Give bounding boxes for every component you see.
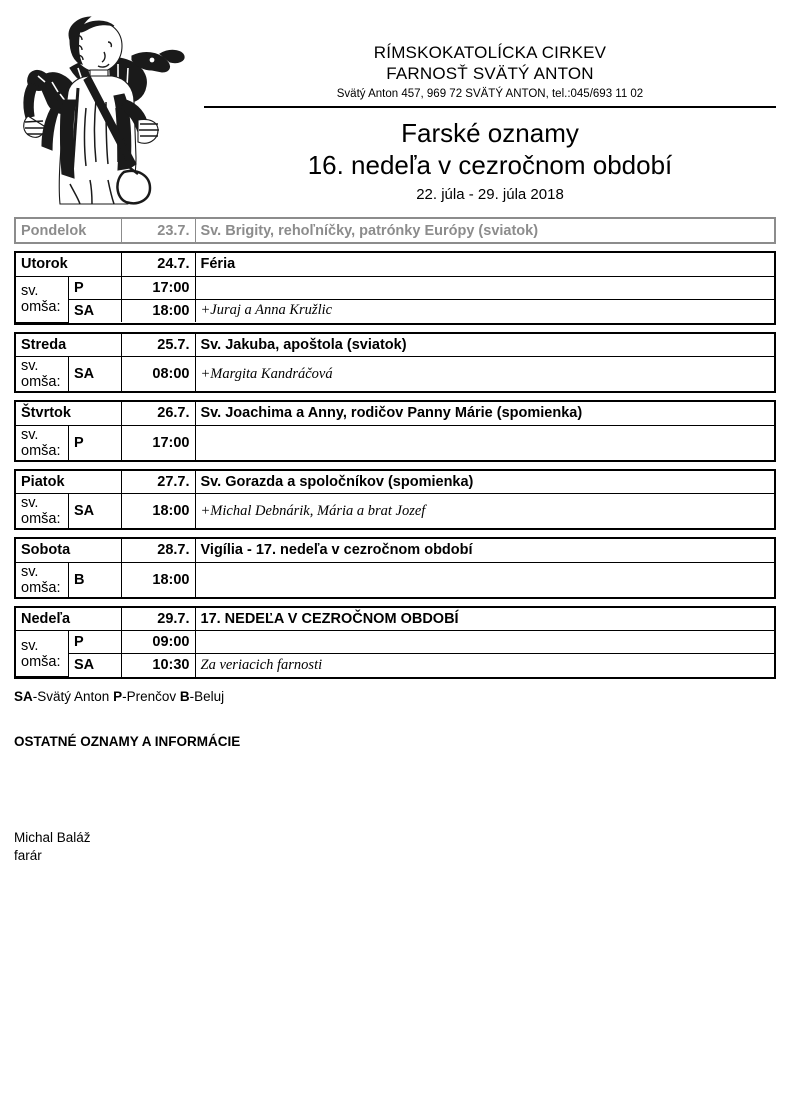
signature-block xyxy=(14,829,776,865)
mass-time: 17:00 xyxy=(121,276,195,299)
mass-location-code: SA xyxy=(69,299,122,322)
day-name: Nedeľa xyxy=(16,608,121,631)
mass-row xyxy=(16,562,774,597)
legend-code: SA xyxy=(14,689,33,704)
legend-name: -Beluj xyxy=(189,689,225,704)
mass-time: 18:00 xyxy=(121,562,195,597)
mass-row xyxy=(16,654,774,677)
legend-name: -Svätý Anton xyxy=(32,689,110,704)
mass-time: 18:00 xyxy=(121,299,195,322)
legend-code: P xyxy=(113,689,123,704)
day-block xyxy=(14,332,776,394)
day-date: 29.7. xyxy=(121,608,195,631)
mass-intention xyxy=(195,276,774,299)
day-feast: Sv. Joachima a Anny, rodičov Panny Márie (spomienka) xyxy=(195,402,774,425)
organization-line-2: FARNOSŤ SVÄTÝ ANTON xyxy=(386,64,594,84)
mass-label: sv. omša: xyxy=(16,631,69,677)
day-header-row xyxy=(16,334,774,357)
header-text-block xyxy=(190,0,790,203)
mass-time: 18:00 xyxy=(121,494,195,529)
day-date: 28.7. xyxy=(121,539,195,562)
day-feast: 17. NEDEĽA V CEZROČNOM OBDOBÍ xyxy=(195,608,774,631)
day-date: 24.7. xyxy=(121,253,195,276)
mass-label: sv. omša: xyxy=(16,494,69,529)
day-feast: Sv. Gorazda a spoločníkov (spomienka) xyxy=(195,471,774,494)
mass-intention: Za veriacich farnosti xyxy=(195,654,774,677)
day-block xyxy=(14,400,776,462)
day-header-row xyxy=(16,402,774,425)
day-block xyxy=(14,469,776,531)
day-date: 27.7. xyxy=(121,471,195,494)
day-name: Streda xyxy=(16,334,121,357)
day-block xyxy=(14,217,776,244)
mass-intention: +Michal Debnárik, Mária a brat Jozef xyxy=(195,494,774,529)
mass-time: 17:00 xyxy=(121,425,195,460)
document-header xyxy=(0,0,790,205)
organization-address: Svätý Anton 457, 969 72 SVÄTÝ ANTON, tel.:045/693 11 02 xyxy=(336,87,644,100)
page-subtitle: 16. nedeľa v cezročnom období xyxy=(307,150,673,181)
organization-line-1: RÍMSKOKATOLÍCKA CIRKEV xyxy=(373,43,607,62)
day-header-row xyxy=(16,539,774,562)
page-title: Farské oznamy xyxy=(401,118,579,149)
day-name: Sobota xyxy=(16,539,121,562)
day-date: 25.7. xyxy=(121,334,195,357)
day-feast: Vigília - 17. nedeľa v cezročnom období xyxy=(195,539,774,562)
day-date: 23.7. xyxy=(121,219,195,242)
mass-location-code: P xyxy=(69,631,122,654)
other-announcements-heading: OSTATNÉ OZNAMY A INFORMÁCIE xyxy=(14,734,241,749)
mass-time: 08:00 xyxy=(121,357,195,392)
header-divider xyxy=(204,106,776,108)
weekly-schedule xyxy=(14,217,776,679)
mass-location-code: B xyxy=(69,562,122,597)
day-feast: Féria xyxy=(195,253,774,276)
day-block xyxy=(14,537,776,599)
mass-location-code: SA xyxy=(69,357,122,392)
mass-label: sv. omša: xyxy=(16,425,69,460)
mass-location-code: SA xyxy=(69,494,122,529)
day-block xyxy=(14,606,776,680)
mass-time: 09:00 xyxy=(121,631,195,654)
mass-label: sv. omša: xyxy=(16,562,69,597)
mass-label: sv. omša: xyxy=(16,276,69,322)
day-feast: Sv. Jakuba, apoštola (sviatok) xyxy=(195,334,774,357)
date-range: 22. júla - 29. júla 2018 xyxy=(416,185,564,203)
day-name: Pondelok xyxy=(16,219,121,242)
mass-intention xyxy=(195,425,774,460)
location-legend xyxy=(14,689,776,704)
legend-name: -Prenčov xyxy=(122,689,177,704)
day-feast: Sv. Brigity, rehoľníčky, patrónky Európy (sviatok) xyxy=(195,219,774,242)
day-header-row xyxy=(16,608,774,631)
mass-intention xyxy=(195,562,774,597)
day-date: 26.7. xyxy=(121,402,195,425)
mass-label: sv. omša: xyxy=(16,357,69,392)
mass-time: 10:30 xyxy=(121,654,195,677)
mass-location-code: P xyxy=(69,425,122,460)
mass-row xyxy=(16,494,774,529)
mass-row xyxy=(16,276,774,299)
day-header-row xyxy=(16,253,774,276)
mass-row xyxy=(16,357,774,392)
good-shepherd-with-lamb-icon xyxy=(12,8,187,208)
mass-row xyxy=(16,631,774,654)
day-block xyxy=(14,251,776,325)
day-name: Utorok xyxy=(16,253,121,276)
mass-row xyxy=(16,425,774,460)
mass-location-code: P xyxy=(69,276,122,299)
day-header-row xyxy=(16,471,774,494)
mass-intention xyxy=(195,631,774,654)
day-header-row xyxy=(16,219,774,242)
signer-name: Michal Baláž xyxy=(14,830,91,845)
signer-title: farár xyxy=(14,848,42,864)
mass-location-code: SA xyxy=(69,654,122,677)
mass-intention: +Juraj a Anna Kružlic xyxy=(195,299,774,322)
legend-code: B xyxy=(179,689,190,704)
mass-intention: +Margita Kandráčová xyxy=(195,357,774,392)
day-name: Štvrtok xyxy=(16,402,121,425)
day-name: Piatok xyxy=(16,471,121,494)
mass-row xyxy=(16,299,774,322)
